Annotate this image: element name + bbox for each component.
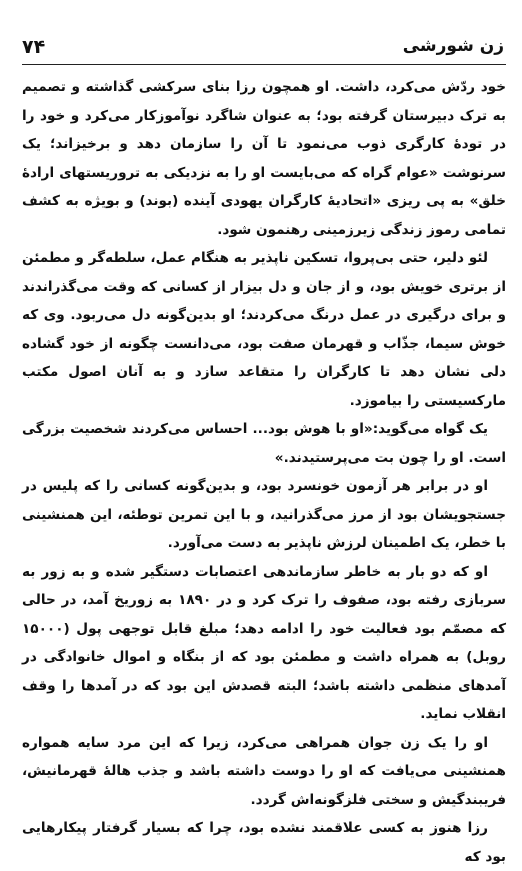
paragraph: لئو دلیر، حتی بی‌پروا، تسکین ناپذیر به هنگام عمل، سلطه‌گر و مطمئن از برتری خویش بود، و از جان و دل بیزار از کسانی که وقت می‌گذراندند و برای درگیری در عمل درنگ می‌کردند؛ او بدین‌گونه دل می‌ربود. وی که خوش سیما، جذّاب و قهرمان صفت بود، می‌دانست چگونه از خود گشاده دلی نشان دهد تا کارگران را متقاعد سازد و به آنان اصول مکتب مارکسیستی را بیاموزد.	[22, 250, 506, 409]
page-body	[22, 65, 506, 871]
paragraph: او را یک زن جوان همراهی می‌کرد، زیرا که این مرد سایه همواره همنشینی می‌یافت که او را دوست داشته باشد و جذب هالهٔ قهرمانیش، فریبندگیش و سختی فلزگونه‌اش گردد.	[22, 734, 506, 808]
paragraph: رزا هنوز به کسی علاقمند نشده بود، چرا که بسیار گرفتار پیکارهایی بود که	[22, 820, 506, 865]
paragraph: یک گواه می‌گوید:«او با هوش بود... احساس می‌کردند شخصیت بزرگی است. او را چون بت می‌پرستیدند.»	[22, 421, 506, 466]
page-number: ۷۴	[22, 36, 46, 58]
page-header	[22, 30, 506, 65]
paragraph: او که دو بار به خاطر سازماندهی اعتصابات دستگیر شده و به زور به سربازی رفته بود، صفوف را ترک کرد و در ۱۸۹۰ به زوریخ آمد، در حالی که مصمّم بود فعالیت خود را ادامه دهد؛ مبلغ قابل توجهی پول (۱۵۰۰۰ روبل) به همراه داشت و مطمئن بود که از بنگاه و اموال خانوادگی در آمدهای منظمی داشته باشد؛ البته قصدش این بود که در آمدها را وقف انقلاب نماید.	[22, 563, 506, 722]
paragraph: او در برابر هر آزمون خونسرد بود، و بدین‌گونه کسانی را که پلیس در جستجویشان بود از مرز می‌گذرانید، و با این تمرین توطئه، این همنشینی با خطر، یک اطمینان لرزش ناپذیر به دست می‌آورد.	[22, 478, 506, 551]
paragraph: خود ردّش می‌کرد، داشت. او همچون رزا بنای سرکشی گذاشته و تصمیم به ترک دبیرستان گرفته بود؛ به عنوان شاگرد نوآموزکار می‌کرد و خود را در تودهٔ کارگری ذوب می‌نمود تا آن را سازمان دهد و برخیزاند؛ یک سرنوشت «عوام گراه که می‌بایست او را به نزدیکی به تروریستهای ارادهٔ خلق» به پی ریزی «اتحادیهٔ کارگران یهودی آینده (بوند) و بویژه به کشف تمامی رموز زندگی زیرزمینی رهنمون شود.	[22, 79, 506, 238]
book-page	[22, 30, 506, 865]
running-title: زن شورشی	[402, 36, 504, 56]
